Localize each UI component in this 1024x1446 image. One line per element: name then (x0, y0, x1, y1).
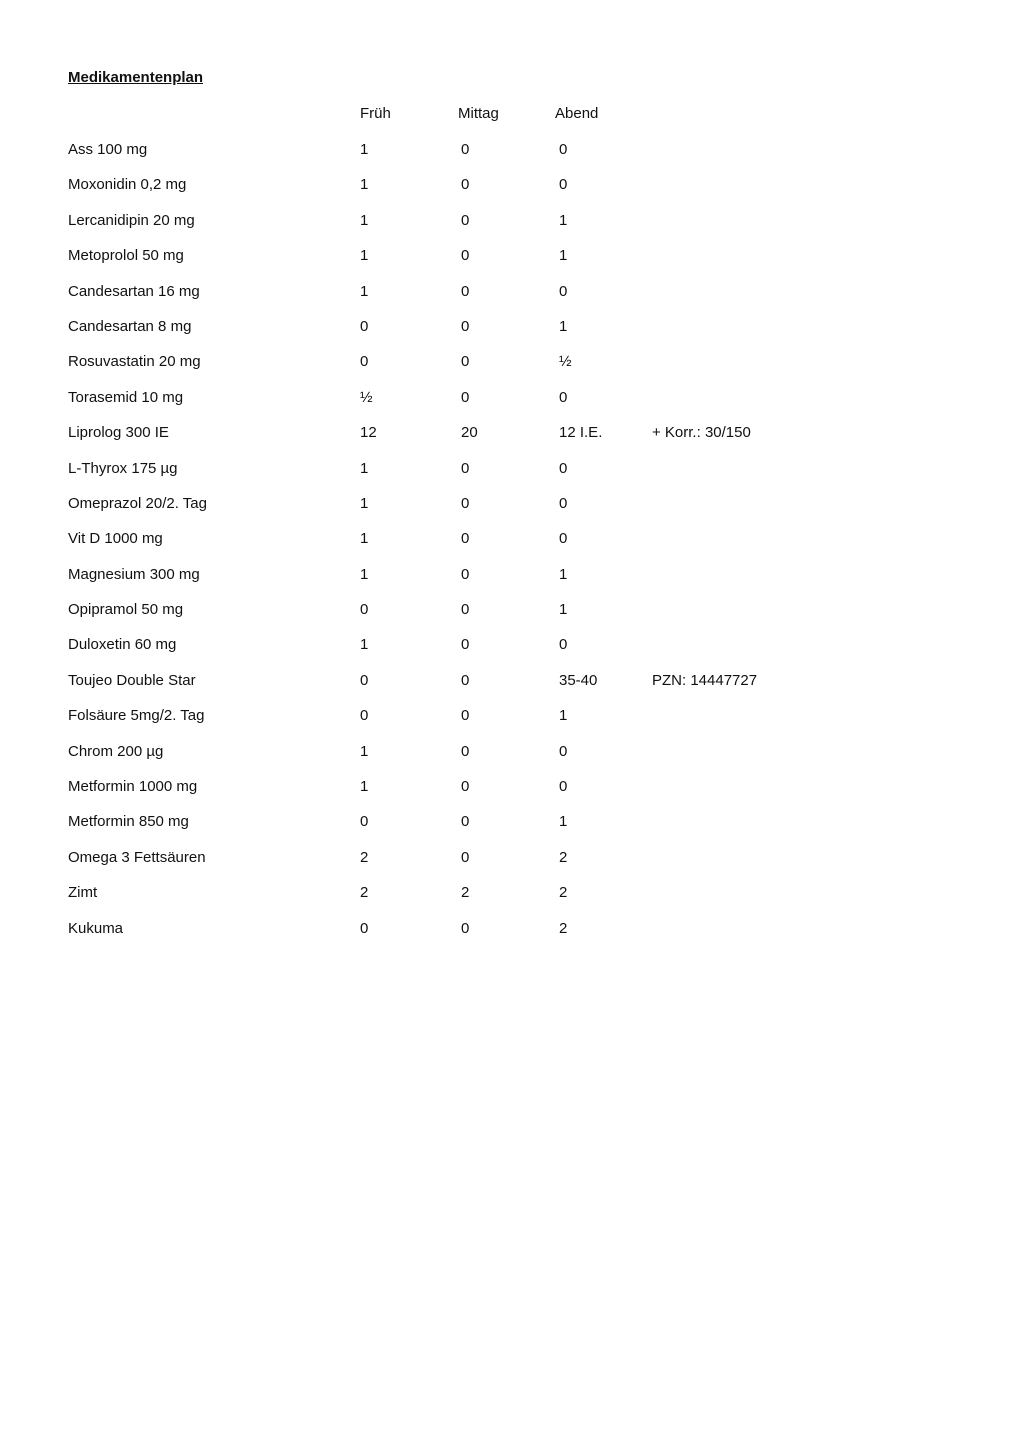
dose-fruh: 0 (360, 813, 369, 831)
medication-name: Liprolog 300 IE (68, 424, 169, 442)
dose-fruh: 0 (360, 317, 369, 335)
dose-abend: 0 (559, 459, 568, 477)
medication-row (0, 211, 1024, 246)
dose-mittag: 0 (461, 353, 470, 371)
dose-fruh: 1 (360, 247, 369, 265)
medication-row (0, 282, 1024, 317)
medication-name: Opipramol 50 mg (68, 601, 184, 619)
dose-mittag: 0 (461, 211, 470, 229)
dose-abend: 1 (559, 211, 568, 229)
dose-mittag: 0 (461, 919, 470, 937)
dose-mittag: 0 (461, 530, 470, 548)
dose-abend: 0 (559, 494, 568, 512)
dose-mittag: 0 (461, 141, 470, 158)
medication-name: Candesartan 16 mg (68, 282, 200, 300)
medication-name: Lercanidipin 20 mg (68, 211, 195, 229)
dose-mittag: 0 (461, 671, 470, 689)
dose-mittag: 0 (461, 848, 470, 866)
medication-name: Rosuvastatin 20 mg (68, 353, 201, 371)
medication-name: Metoprolol 50 mg (68, 247, 184, 265)
dose-fruh: 0 (360, 601, 369, 619)
medication-row (0, 919, 1024, 954)
dose-fruh: 1 (360, 636, 369, 654)
dose-fruh: 1 (360, 282, 369, 300)
medication-row (0, 317, 1024, 352)
dose-mittag: 0 (461, 494, 470, 512)
dose-fruh: 0 (360, 671, 369, 689)
medication-row (0, 529, 1024, 564)
medication-row (0, 742, 1024, 777)
dose-mittag: 0 (461, 176, 470, 194)
dose-fruh: 1 (360, 459, 369, 477)
dose-mittag: 0 (461, 459, 470, 477)
column-header-row (0, 104, 1024, 124)
dose-abend: 2 (559, 884, 568, 902)
dose-fruh: 2 (360, 848, 369, 866)
dose-abend: 0 (559, 388, 568, 406)
dose-fruh: 0 (360, 919, 369, 937)
dose-abend: 12 I.E. (559, 424, 603, 442)
dose-abend: 1 (559, 601, 568, 619)
dose-abend: 1 (559, 565, 568, 583)
medication-row (0, 388, 1024, 423)
dose-abend: 1 (559, 707, 568, 725)
medication-name: Omeprazol 20/2. Tag (68, 494, 207, 512)
dose-mittag: 0 (461, 601, 470, 619)
dose-fruh: 1 (360, 778, 369, 796)
medication-row (0, 600, 1024, 635)
dose-mittag: 0 (461, 707, 470, 725)
dose-abend: 0 (559, 176, 568, 194)
medication-note: PZN: 14447727 (652, 671, 758, 689)
medication-row (0, 423, 1024, 458)
medication-row (0, 140, 1024, 175)
dose-fruh: 1 (360, 494, 369, 512)
medication-name: L-Thyrox 175 µg (68, 459, 178, 477)
medication-row (0, 459, 1024, 494)
medication-name: Vit D 1000 mg (68, 530, 163, 548)
medication-name: Candesartan 8 mg (68, 317, 192, 335)
column-header-mittag: Mittag (458, 105, 499, 122)
dose-mittag: 0 (461, 742, 470, 760)
medication-name: Metformin 850 mg (68, 813, 189, 831)
dose-mittag: 0 (461, 247, 470, 265)
medication-row (0, 635, 1024, 670)
medication-row (0, 777, 1024, 812)
dose-mittag: 0 (461, 778, 470, 796)
dose-mittag: 0 (461, 565, 470, 583)
medication-row (0, 565, 1024, 600)
medication-name: Moxonidin 0,2 mg (68, 176, 187, 194)
dose-fruh: 0 (360, 707, 369, 725)
medication-name: Zimt (68, 884, 98, 902)
dose-abend: 0 (559, 778, 568, 796)
medication-name: Ass 100 mg (68, 141, 148, 158)
dose-mittag: 0 (461, 282, 470, 300)
medication-name: Toujeo Double Star (68, 671, 196, 689)
column-header-fruh: Früh (360, 105, 391, 122)
medication-name: Duloxetin 60 mg (68, 636, 177, 654)
dose-mittag: 0 (461, 636, 470, 654)
medication-row (0, 883, 1024, 918)
dose-mittag: 0 (461, 317, 470, 335)
medication-name: Chrom 200 µg (68, 742, 164, 760)
dose-abend: 1 (559, 317, 568, 335)
medication-row (0, 494, 1024, 529)
medication-list (0, 140, 1024, 954)
medication-row (0, 175, 1024, 210)
medication-name: Kukuma (68, 919, 124, 937)
dose-abend: 0 (559, 636, 568, 654)
medication-name: Magnesium 300 mg (68, 565, 200, 583)
dose-mittag: 0 (461, 388, 470, 406)
dose-abend: 0 (559, 530, 568, 548)
dose-fruh: 1 (360, 176, 369, 194)
dose-abend: 35-40 (559, 671, 598, 689)
dose-abend: 2 (559, 848, 568, 866)
dose-fruh: 1 (360, 530, 369, 548)
medication-name: Torasemid 10 mg (68, 388, 184, 406)
dose-abend: ½ (559, 353, 572, 371)
dose-fruh: 1 (360, 211, 369, 229)
dose-fruh: 0 (360, 353, 369, 371)
dose-fruh: 2 (360, 884, 369, 902)
medication-note: + Korr.: 30/150 (652, 424, 751, 442)
dose-mittag: 0 (461, 813, 470, 831)
medication-row (0, 352, 1024, 387)
medication-name: Metformin 1000 mg (68, 778, 198, 796)
dose-fruh: ½ (360, 388, 373, 406)
document-title: Medikamentenplan (68, 69, 204, 86)
dose-fruh: 12 (360, 424, 377, 442)
medication-row (0, 246, 1024, 281)
dose-fruh: 1 (360, 565, 369, 583)
dose-abend: 0 (559, 141, 568, 158)
dose-mittag: 2 (461, 884, 470, 902)
dose-abend: 1 (559, 813, 568, 831)
dose-abend: 0 (559, 282, 568, 300)
medication-row (0, 706, 1024, 741)
medication-name: Omega 3 Fettsäuren (68, 848, 206, 866)
dose-abend: 1 (559, 247, 568, 265)
dose-fruh: 1 (360, 141, 369, 158)
column-header-abend: Abend (555, 105, 599, 122)
medication-row (0, 812, 1024, 847)
medication-row (0, 848, 1024, 883)
dose-fruh: 1 (360, 742, 369, 760)
medication-name: Folsäure 5mg/2. Tag (68, 707, 205, 725)
dose-mittag: 20 (461, 424, 478, 442)
dose-abend: 2 (559, 919, 568, 937)
dose-abend: 0 (559, 742, 568, 760)
medication-row (0, 671, 1024, 706)
